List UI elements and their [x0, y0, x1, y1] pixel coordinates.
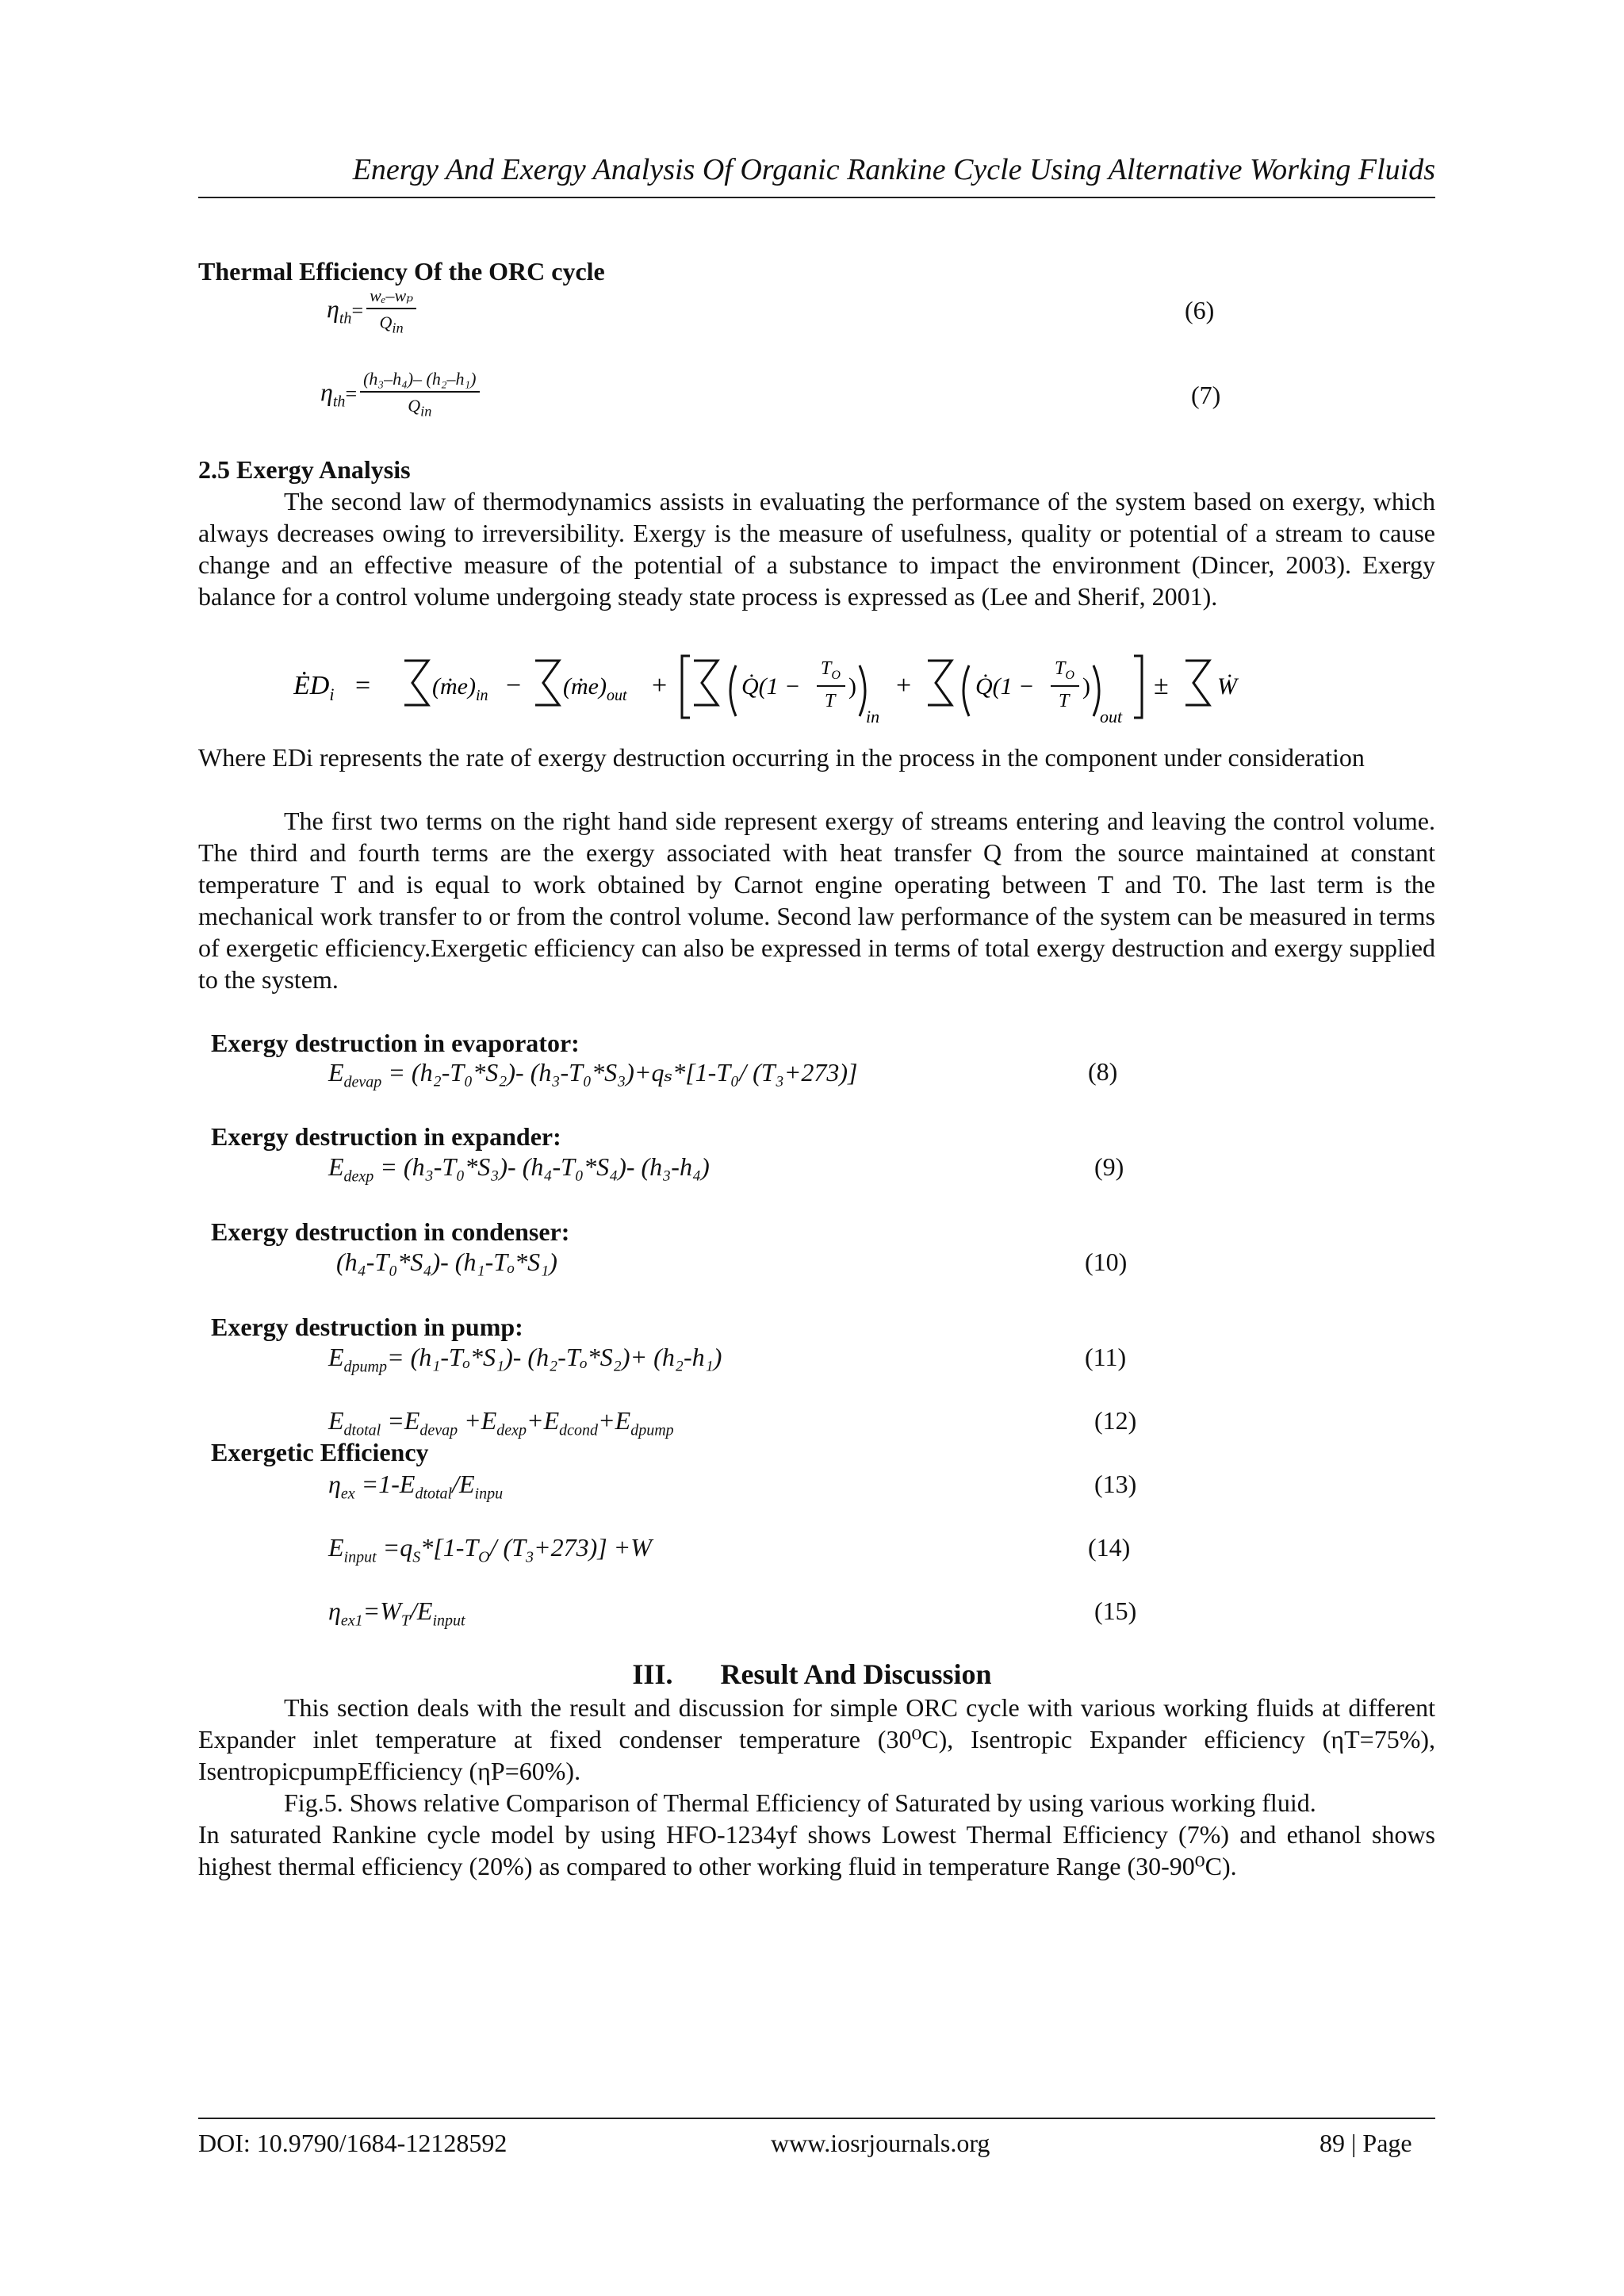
- exergetic-efficiency-heading: Exergetic Efficiency: [211, 1438, 429, 1466]
- equation-14: $E_{input} =q_S*[1-T_O/$ $(T_3+273)] +W$: [328, 1533, 652, 1566]
- equation-number-7: (7): [1191, 381, 1221, 409]
- equation-6: $\eta_{th}$ = $\frac{\text{wₑ–wₚ}}{Q_{in}}$: [327, 286, 416, 336]
- open-bracket: [682, 656, 690, 718]
- exergy-paragraph-1: The second law of thermodynamics assists in evaluating the performance of the system based on exergy, which always decreases owing to irreversibility. Exergy is the measure of usefulness, quality or potential of a stream to cause change and an effective measure of the potential of a substance to impact the environment (Dincer, 2003). Exergy balance for a control volume undergoing steady state process is expressed as (Lee and Sherif, 2001).: [198, 487, 1435, 611]
- exergy-balance-equation: [293, 646, 1324, 726]
- fraction: $\frac{\text{(h₃–h₄)– (h₂–h₁)}}{Q_{in}}$: [360, 369, 479, 420]
- exergy-paragraph-2: Where EDi represents the rate of exergy destruction occurring in the process in the component under consideration: [198, 743, 1365, 772]
- footer-rule: [198, 2118, 1435, 2119]
- sum-symbol: [535, 661, 559, 705]
- eq-plus-2: +: [896, 671, 912, 700]
- equation-13: $\eta_{ex} =1-E_{dtotal}/E_{inpu}$: [328, 1470, 504, 1503]
- equation-15: $\eta_{ex1}=W_T/E_{input}$: [328, 1596, 465, 1630]
- equation-number-9: (9): [1094, 1152, 1124, 1181]
- condenser-heading: Exergy destruction in condenser:: [211, 1217, 570, 1246]
- eta-symbol: $\eta_{th}$: [327, 294, 352, 328]
- eq-plus-minus: ±: [1154, 671, 1169, 700]
- close-paren: [860, 665, 865, 716]
- eq-t0-2: $T_O$: [1055, 658, 1074, 682]
- sum-symbol: [928, 661, 952, 705]
- equation-number-8: (8): [1088, 1057, 1118, 1086]
- equation-number-6: (6): [1185, 296, 1215, 324]
- close-paren: [1094, 665, 1099, 716]
- results-paragraph-3: In saturated Rankine cycle model by using HFO-1234yf shows Lowest Thermal Efficiency (7%) and ethanol shows highest thermal efficiency (20%) as compared to other working fluid in temperature Range (30-90⁰C).: [198, 1820, 1435, 1880]
- exergy-paragraph-3: The first two terms on the right hand side represent exergy of streams entering and leaving the control volume. The third and fourth terms are the exergy associated with heat transfer Q from the source maintained at constant temperature T and is equal to work obtained by Carnot engine operating between T and T0. The last term is the mechanical work transfer to or from the control volume. Second law performance of the system can be measured in terms of exergetic efficiency.Exergetic efficiency can also be expressed in terms of total exergy destruction and exergy supplied to the system.: [198, 807, 1435, 994]
- sum-symbol: [1185, 661, 1209, 705]
- eq-equals: =: [355, 671, 371, 700]
- eq-close-2: ): [1082, 673, 1090, 700]
- pump-heading: Exergy destruction in pump:: [211, 1313, 523, 1341]
- eq-t0-1: $T_O$: [821, 658, 841, 682]
- equation-10: (h₄-T₀*S₄)- (h₁-Tₒ*S₁): [336, 1248, 557, 1276]
- sum-symbol: [404, 661, 428, 705]
- running-header: Energy And Exergy Analysis Of Organic Rankine Cycle Using Alternative Working Fluids: [352, 153, 1435, 186]
- eq-minus: −: [506, 671, 522, 700]
- eq-qdot-1: Q̇(1 −: [741, 673, 801, 700]
- open-paren: [963, 665, 969, 716]
- equation-12: $E_{dtotal} =E_{devap} +E_{dexp}+E_{dcond}+E_{dpump}$: [328, 1406, 674, 1439]
- eq-close-1: ): [848, 673, 856, 700]
- close-bracket: [1134, 656, 1142, 718]
- equation-8: $E_{devap} = (h_2-T_0*S_2)-$ (h₃-T₀*S₃)+qₛ*[1-T₀/ (T₃+273)]: [328, 1058, 858, 1091]
- eq-term-1: $(ṁe)_{in}$: [432, 673, 488, 704]
- footer-page-number: 89 | Page: [1320, 2129, 1412, 2157]
- equation-9: $E_{dexp} = (h_3-T_0*S_3)-$ (h₄-T₀*S₄)- (h₃-h₄): [328, 1152, 710, 1186]
- eq-t-2: T: [1059, 691, 1070, 711]
- results-paragraph-1: This section deals with the result and discussion for simple ORC cycle with various working fluids at different Expander inlet temperature at fixed condenser temperature (30⁰C), Isentropic Expander efficiency (ηT=75%), IsentropicpumpEfficiency (ηP=60%).: [198, 1693, 1435, 1785]
- eq-t-1: T: [825, 691, 836, 711]
- eq-qdot-2: Q̇(1 −: [975, 673, 1035, 700]
- footer-website: www.iosrjournals.org: [771, 2129, 990, 2157]
- eq-wdot: Ẇ: [1217, 673, 1237, 700]
- footer-doi: DOI: 10.9790/1684-12128592: [198, 2129, 508, 2157]
- header-rule: [198, 197, 1435, 198]
- equation-number-14: (14): [1088, 1533, 1131, 1562]
- expander-heading: Exergy destruction in expander:: [211, 1122, 561, 1151]
- equation-number-12: (12): [1094, 1406, 1137, 1435]
- eq-plus: +: [652, 671, 668, 700]
- evaporator-heading: Exergy destruction in evaporator:: [211, 1029, 580, 1057]
- equation-11: $E_{dpump}= (h_1-T_o*S_1)-$ (h₂-Tₒ*S₂)+ (h₂-h₁): [328, 1343, 722, 1376]
- thermal-efficiency-heading: Thermal Efficiency Of the ORC cycle: [198, 257, 605, 286]
- sum-symbol: [694, 661, 718, 705]
- equation-number-15: (15): [1094, 1596, 1137, 1625]
- fraction: $\frac{\text{wₑ–wₚ}}{Q_{in}}$: [366, 286, 416, 336]
- eq-lhs: $ĖD_i$: [293, 671, 335, 704]
- results-paragraph-2: Fig.5. Shows relative Comparison of Thermal Efficiency of Saturated by using various working fluid.: [284, 1788, 1316, 1817]
- section-heading-results: III. Result And Discussion: [632, 1658, 992, 1690]
- equation-number-10: (10): [1085, 1248, 1128, 1276]
- section-heading-exergy: 2.5 Exergy Analysis: [198, 455, 411, 484]
- eq-out-label: out: [1100, 707, 1123, 726]
- eq-in-label: in: [866, 707, 880, 726]
- open-paren: [730, 665, 736, 716]
- equation-number-11: (11): [1085, 1343, 1127, 1371]
- equation-7: $\eta_{th}$ = $\frac{\text{(h₃–h₄)– (h₂–h₁)}}{Q_{in}}$: [320, 369, 480, 420]
- equation-number-13: (13): [1094, 1470, 1137, 1498]
- eq-term-2: $(ṁe)_{out}$: [563, 673, 627, 704]
